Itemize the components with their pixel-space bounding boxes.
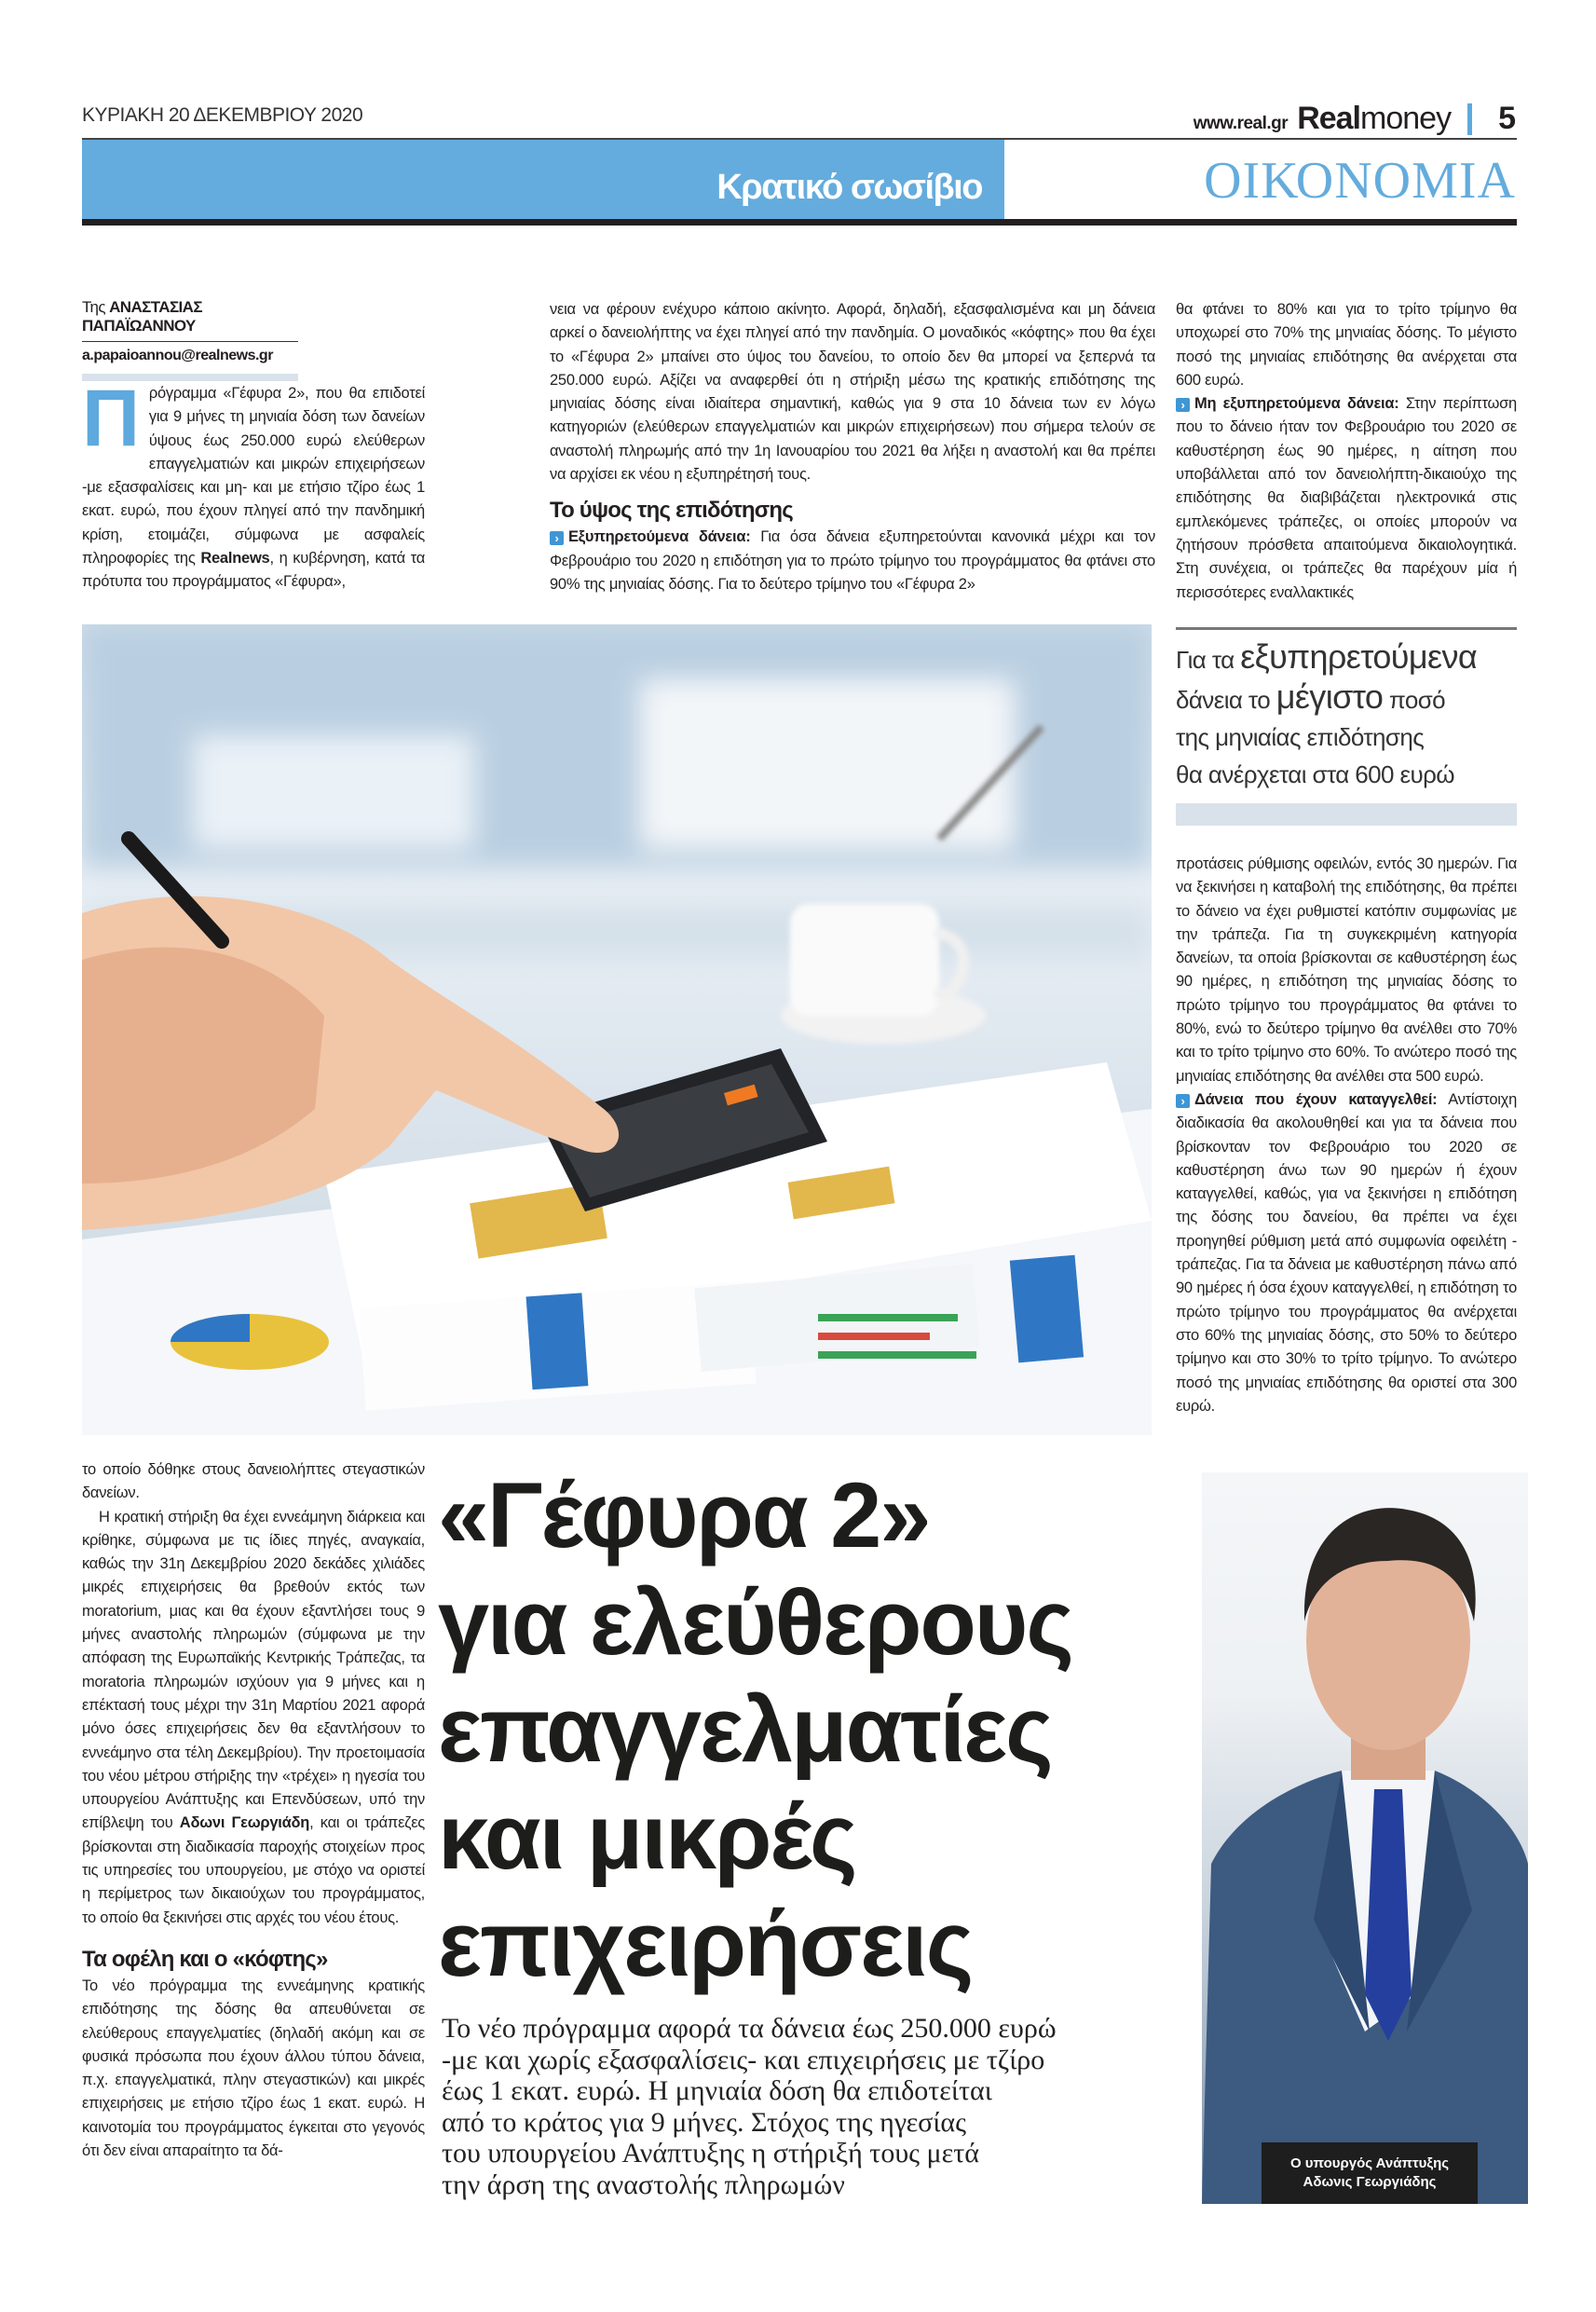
paragraph: Το νέο πρόγραμμα της εννεάμηνης κρατικής επιδότησης της δόσης θα απευθύνεται σε ελεύθερους επαγγελματίες (δηλαδή ακόμη και σε φυσικά πρόσωπα που έχουν άλλου τύπου δάνεια, π.χ. επαγγελματικά, πλην στεγαστικών) και μικρές επιχειρήσεις με ετήσιο τζίρο έως 1 εκατ. ευρώ. Η καινοτομία του προγράμματος έγκειται στο γεγονός ότι δεν είναι απαραίτητο τα δά-	[82, 1977, 425, 2160]
chevron-right-icon: ›	[1176, 1094, 1190, 1108]
article-column-3-top	[1176, 298, 1517, 605]
pull-quote: Για τα εξυπηρετούμενα δάνεια το μέγιστο ποσό της μηνιαίας επιδότησης θα ανέρχεται στα 600 ευρώ	[1176, 637, 1478, 788]
chevron-right-icon: ›	[550, 531, 564, 545]
paragraph: θα φτάνει το 80% και για το τρίτο τρίμηνο θα υποχωρεί στο 70% της μηνιαίας δόσης. Το μέγιστο ποσό της μηνιαίας επιδότησης θα ανέρχεται στα 600 ευρώ.	[1176, 301, 1517, 389]
drop-cap: Π	[82, 374, 140, 463]
minister-photo	[1202, 1472, 1528, 2204]
article-column-2	[550, 298, 1155, 596]
deck-line: από το κράτος για 9 μήνες. Στόχος της ηγεσίας	[442, 2106, 967, 2138]
author: Της ΑΝΑΣΤΑΣΙΑΣ ΠΑΠΑΪΩΑΝΝΟΥ	[82, 298, 298, 342]
header-thick-rule	[82, 219, 1517, 226]
kicker-band	[82, 140, 1004, 219]
deck-line: -με και χωρίς εξασφαλίσεις- και επιχειρήσεις με τζίρο	[442, 2044, 1045, 2075]
headline-line: για ελεύθερους	[438, 1570, 1072, 1674]
kicker-title: Κρατικό σωσίβιο	[716, 168, 982, 207]
deck-line: έως 1 εκατ. ευρώ. Η μηνιαία δόση θα επιδοτείται	[442, 2075, 992, 2106]
brand-logo: Realmoney	[1297, 101, 1452, 136]
pullquote-bar	[1176, 803, 1517, 826]
issue-date: ΚΥΡΙΑΚΗ 20 ΔΕΚΕΜΒΡΙΟΥ 2020	[82, 104, 363, 126]
headline-line: «Γέφυρα 2»	[438, 1463, 930, 1566]
subheading: Τα οφέλη και ο «κόφτης»	[82, 1946, 328, 1972]
bullet-paragraph: › Μη εξυπηρετούμενα δάνεια: Στην περίπτωση που το δάνειο ήταν τον Φεβρουάριο του 2020 σε καθυστέρηση έως 90 ημέρες, η αίτηση που υποβάλλεται από τον δανειολήπτη-δικαιούχο της επιδότησης θα διαβιβάζεται ηλεκτρονικά στις εμπλεκόμενες τράπεζες, οι οποίες μπορούν να ζητήσουν πρόσθετα απαιτούμενα δικαιολογητικά. Στη συνέχεια, οι τράπεζες θα παρέχουν μία ή περισσότερες εναλλακτικές	[1176, 395, 1517, 601]
author-email[interactable]: a.papaioannou@realnews.gr	[82, 348, 298, 381]
headline-line: και μικρές	[438, 1785, 856, 1888]
paragraph: το οποίο δόθηκε στους δανειολήπτες στεγαστικών δανείων.	[82, 1461, 425, 1502]
bullet-paragraph: › Δάνεια που έχουν καταγγελθεί: Αντίστοιχη διαδικασία θα ακολουθηθεί και για τα δάνεια που βρίσκονταν τον Φεβρουάριο του 2020 σε καθυστέρηση άνω των 90 ημερών ή έχουν καταγγελθεί, καθώς, για να ξεκινήσει η επιδότηση της δόσης του δανείου, θα πρέπει να έχει προηγηθεί ρύθμιση μετά από συμφωνία οφειλέτη - τράπεζας. Για τα δάνεια με καθυστέρηση πάνω από 90 ημέρες ή όσα έχουν καταγγελθεί, η επιδότηση το πρώτο τρίμηνο του προγράμματος θα ανέρχεται στο 60% της μηνιαίας δόσης, στο 50% το δεύτερο τρίμηνο και στο 30% το τρίτο τρίμηνο. Το ανώτερο ποσό της μηνιαίας επιδότησης θα οριστεί στα 300 ευρώ.	[1176, 1090, 1517, 1415]
intro-paragraph: Πρόγραμμα «Γέφυρα 2», που θα επιδοτεί για 9 μήνες τη μηνιαία δόση των δανείων ύψους έως 250.000 ευρώ ελεύθερων επαγγελματιών και μικρών επιχειρήσεων -με εξασφαλίσεις και μη- και με ετήσιο τζίρο έως 1 εκατ. ευρώ, που έχουν πληγεί από την πανδημική κρίση, ετοιμάζει, σύμφωνα με ασφαλείς πληροφορίες της Realnews, η κυβέρνηση, κατά τα πρότυπα του προγράμματος «Γέφυρα»,	[82, 374, 425, 591]
headline-line: επαγγελματίες	[438, 1677, 1052, 1781]
subheading: Το ύψος της επιδότησης	[550, 498, 793, 524]
calculator-photo	[82, 624, 1152, 1435]
bullet-paragraph: › Εξυπηρετούμενα δάνεια: Για όσα δάνεια εξυπηρετούνται κανονικά μέχρι και τον Φεβρουάριο του 2020 η επιδότηση για το πρώτο τρίμηνο του προγράμματος θα φτάνει στο 90% της μηνιαίας δόσης. Για το δεύτερο τρίμηνο του «Γέφυρα 2»	[550, 528, 1155, 593]
deck-line: του υπουργείου Ανάπτυξης η στήριξή τους μετά	[442, 2138, 980, 2168]
masthead-divider	[1467, 103, 1472, 135]
deck-line: Το νέο πρόγραμμα αφορά τα δάνεια έως 250.000 ευρώ	[442, 2013, 1057, 2044]
deck-line: την άρση της αναστολής πληρωμών	[442, 2168, 845, 2200]
paragraph: προτάσεις ρύθμισης οφειλών, εντός 30 ημερών. Για να ξεκινήσει η καταβολή της επιδότησης, θα πρέπει το δάνειο να έχει ρυθμιστεί κατόπιν συμφωνίας με την τράπεζα. Για τη συγκεκριμένη κατηγορία δανείων, τα οποία βρίσκονται σε καθυστέρηση έως 90 ημέρες, η επιδότηση της μηνιαίας δόσης το πρώτο τρίμηνο του προγράμματος θα φτάνει το 80%, ενώ το δεύτερο τρίμηνο θα ανέλθει στο 70% και το τρίτο τρίμηνο στο 60%. Το ανώτερο ποσό της μηνιαίας επιδότησης θα ανέλθει στα 500 ευρώ.	[1176, 855, 1517, 1085]
paragraph: Η κρατική στήριξη θα έχει εννεάμηνη διάρκεια και κρίθηκε, σύμφωνα με τις ίδιες πηγές, αναγκαία, καθώς την 31η Δεκεμβρίου 2020 δεκάδες χιλιάδες μικρές επιχειρήσεις θα βρεθούν εκτός των moratorium, μιας και θα έχουν εξαντλήσει τους 9 μήνες αναστολής πληρωμών (σύμφωνα με την απόφαση της Ευρωπαϊκής Κεντρικής Τράπεζας, τα moratoria πληρωμών ισχύουν για 9 μήνες και η επέκτασή τους μέχρι την 31η Μαρτίου 2021 αφορά μόνο όσες επιχειρήσεις δεν θα εξαντλήσουν το εννεάμηνο στα τέλη Δεκεμβρίου). Την προετοιμασία του νέου μέτρου στήριξης την «τρέχει» η ηγεσία του υπουργείου Ανάπτυξης και Επενδύσεων, υπό την επίβλεψη του Αδωνι Γεωργιάδη, και οι τράπεζες βρίσκονται στη διαδικασία παροχής στοιχείων προς τις υπηρεσίες του υπουργείου, με στόχο να οριστεί η περίμετρος των δικαιούχων του προγράμματος, το οποίο θα ξεκινήσει στις αρχές του νέου έτους.	[82, 1508, 426, 1926]
article-column-3-bottom	[1176, 853, 1517, 1418]
chevron-right-icon: ›	[1176, 398, 1190, 412]
headline-line: επιχειρήσεις	[438, 1892, 973, 1995]
page-number: 5	[1498, 101, 1516, 136]
headline	[438, 1461, 1165, 1997]
masthead	[1194, 101, 1516, 137]
article-column-1-bottom	[82, 1458, 425, 2163]
section-title: ΟΙΚΟΝΟΜΙΑ	[1204, 152, 1516, 210]
pullquote-rule	[1176, 627, 1517, 630]
deck	[442, 2013, 1159, 2200]
paragraph: νεια να φέρουν ενέχυρο κάποιο ακίνητο. Αφορά, δηλαδή, εξασφαλισμένα και μη δάνεια αρκεί ο δανειολήπτης να έχει πληγεί από την πανδημία. Ο μοναδικός «κόφτης» που θα έχει το «Γέφυρα 2» μπαίνει στο ύψος του δανείου, το οποίο δεν θα μπορεί να ξεπερνά τα 250.000 ευρώ. Αξίζει να αναφερθεί ότι η στήριξη μέσω της κρατικής επιδότησης της μηνιαίας δόσης είναι ιδιαίτερα σημαντική, καθώς για 9 στα 10 δάνεια των εν λόγω κατηγοριών (ελεύθερων επαγγελματιών και μικρών επιχειρήσεων) που σήμερα τελούν σε αναστολή πληρωμής από την 1η Ιανουαρίου του 2021 θα λήξει η αναστολή και θα πρέπει να αρχίσει εκ νέου η εξυπηρέτησή τους.	[550, 301, 1155, 484]
site-url[interactable]: www.real.gr	[1193, 114, 1289, 133]
photo-caption: Ο υπουργός Ανάπτυξης Αδωνις Γεωργιάδης	[1262, 2142, 1478, 2204]
byline	[82, 298, 298, 381]
